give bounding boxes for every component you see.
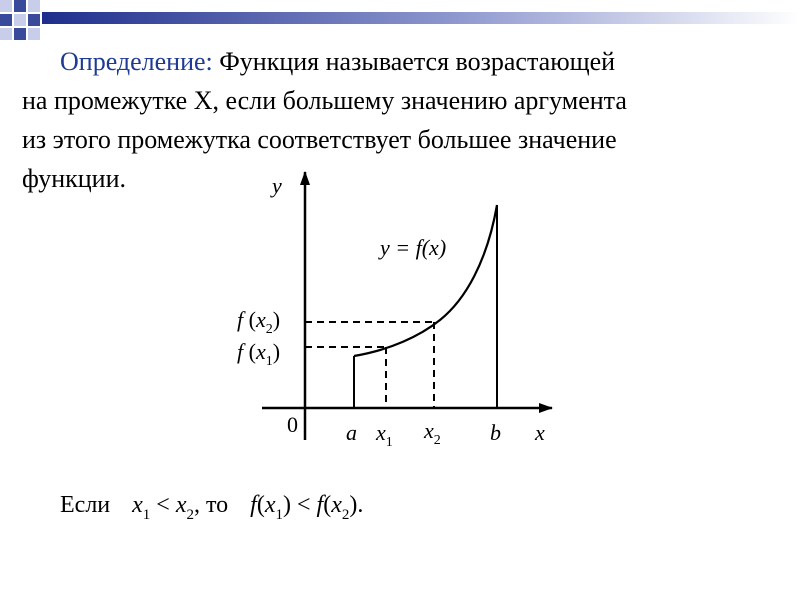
- formula-x1: x: [132, 492, 143, 518]
- tick-label-fx2: f $(x_2)$: [237, 307, 281, 337]
- tick-label-a: a: [346, 420, 357, 445]
- formula-open2: (: [323, 492, 332, 518]
- formula-f1: f: [250, 492, 257, 518]
- formula-x2: x: [175, 492, 187, 518]
- y-axis-label: y: [272, 173, 282, 198]
- formula-close2: ): [349, 492, 358, 518]
- formula-fx1: x: [264, 492, 276, 518]
- definition-line1: Функция называется возрастающей: [219, 47, 616, 76]
- formula-fsub2: 2: [341, 507, 350, 523]
- formula-fx2: x: [331, 492, 342, 518]
- formula-sub1: 1: [142, 507, 151, 523]
- tick-label-b: b: [490, 420, 501, 445]
- origin-label: 0: [287, 412, 298, 437]
- tick-label-x1: $x_1$: [376, 420, 393, 450]
- formula-sub2: 2: [186, 507, 194, 523]
- formula-close1: ): [283, 492, 291, 518]
- formula-period: .: [357, 492, 364, 518]
- tick-label-fx1: f $(x_1)$: [237, 339, 281, 369]
- formula-lt2: <: [297, 492, 311, 518]
- formula-lt: <: [156, 492, 170, 518]
- definition-line3: из этого промежутка соответствует большее значение: [22, 125, 617, 154]
- definition-line2: на промежутке X, если большему значению аргумента: [22, 86, 627, 115]
- monotonic-condition-formula: [60, 492, 364, 523]
- definition-line4: функции.: [22, 164, 126, 193]
- formula-f2: f: [316, 492, 324, 518]
- definition-label: Определение:: [60, 47, 213, 76]
- function-curve: [354, 205, 497, 356]
- if-word: Если: [60, 492, 111, 518]
- x-axis-label: x: [535, 420, 545, 445]
- formula-fsub1: 1: [275, 507, 283, 523]
- curve-label: y = f(x): [380, 235, 447, 260]
- tick-label-x2: $x_2$: [424, 418, 441, 448]
- then-word: , то: [194, 492, 229, 518]
- formula-open1: (: [256, 492, 265, 518]
